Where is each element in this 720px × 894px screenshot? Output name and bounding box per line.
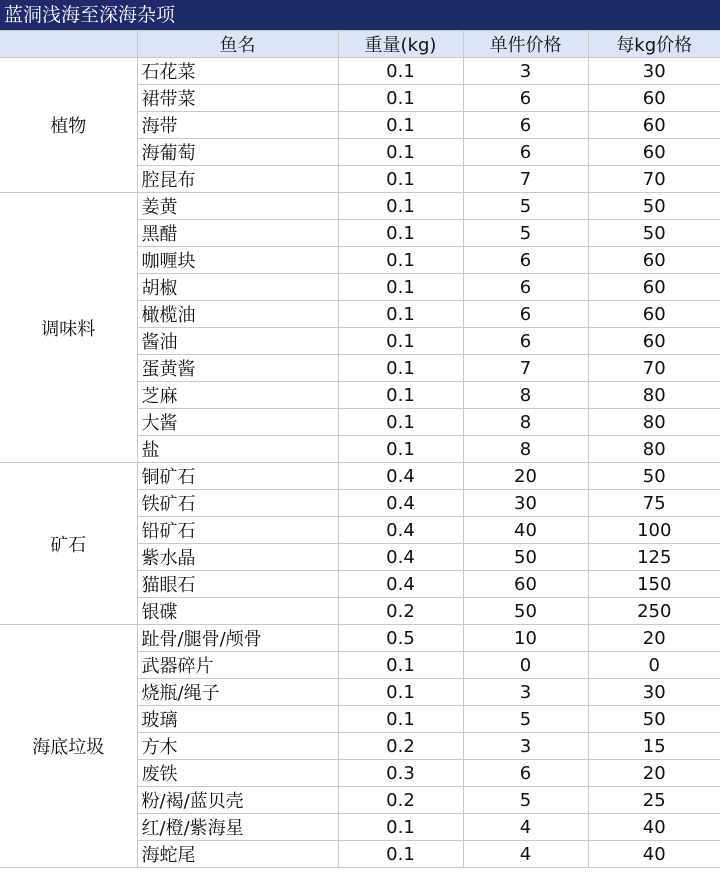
price-per-kg-cell: 50: [588, 463, 720, 490]
unit-price-cell: 6: [463, 760, 588, 787]
unit-price-cell: 5: [463, 220, 588, 247]
unit-price-cell: 6: [463, 301, 588, 328]
unit-price-cell: 5: [463, 706, 588, 733]
unit-price-cell: 6: [463, 139, 588, 166]
price-per-kg-cell: 50: [588, 220, 720, 247]
table-row: [0, 193, 720, 220]
unit-price-cell: 0: [463, 652, 588, 679]
table-row: [0, 463, 720, 490]
unit-price-cell: 7: [463, 355, 588, 382]
weight-cell: 0.1: [338, 58, 463, 85]
weight-cell: 0.1: [338, 85, 463, 112]
price-per-kg-cell: 20: [588, 625, 720, 652]
item-name-cell: 方木: [137, 733, 338, 760]
price-per-kg-cell: 60: [588, 274, 720, 301]
item-name-cell: 玻璃: [137, 706, 338, 733]
price-per-kg-cell: 0: [588, 652, 720, 679]
weight-cell: 0.1: [338, 328, 463, 355]
category-cell: 矿石: [0, 463, 137, 625]
table-row: [0, 625, 720, 652]
table-body: [0, 58, 720, 868]
price-per-kg-cell: 60: [588, 112, 720, 139]
price-per-kg-cell: 40: [588, 841, 720, 868]
item-name-cell: 胡椒: [137, 274, 338, 301]
item-name-cell: 猫眼石: [137, 571, 338, 598]
price-per-kg-cell: 60: [588, 139, 720, 166]
item-name-cell: 橄榄油: [137, 301, 338, 328]
price-per-kg-cell: 60: [588, 85, 720, 112]
weight-cell: 0.4: [338, 490, 463, 517]
item-name-cell: 武器碎片: [137, 652, 338, 679]
weight-cell: 0.1: [338, 220, 463, 247]
header-row: [0, 31, 720, 58]
unit-price-cell: 40: [463, 517, 588, 544]
item-name-cell: 海葡萄: [137, 139, 338, 166]
price-per-kg-cell: 75: [588, 490, 720, 517]
unit-price-cell: 10: [463, 625, 588, 652]
weight-cell: 0.1: [338, 193, 463, 220]
unit-price-cell: 8: [463, 382, 588, 409]
item-name-cell: 废铁: [137, 760, 338, 787]
weight-cell: 0.1: [338, 409, 463, 436]
item-name-cell: 姜黄: [137, 193, 338, 220]
price-per-kg-cell: 20: [588, 760, 720, 787]
item-name-cell: 红/橙/紫海星: [137, 814, 338, 841]
item-name-cell: 蛋黄酱: [137, 355, 338, 382]
unit-price-cell: 5: [463, 193, 588, 220]
price-per-kg-cell: 70: [588, 166, 720, 193]
item-name-cell: 黑醋: [137, 220, 338, 247]
unit-price-cell: 8: [463, 409, 588, 436]
header-weight: 重量(kg): [338, 31, 463, 58]
unit-price-cell: 50: [463, 598, 588, 625]
item-name-cell: 大酱: [137, 409, 338, 436]
price-per-kg-cell: 50: [588, 706, 720, 733]
weight-cell: 0.1: [338, 841, 463, 868]
weight-cell: 0.1: [338, 247, 463, 274]
item-name-cell: 铁矿石: [137, 490, 338, 517]
weight-cell: 0.4: [338, 571, 463, 598]
price-per-kg-cell: 80: [588, 436, 720, 463]
price-per-kg-cell: 60: [588, 328, 720, 355]
price-per-kg-cell: 60: [588, 301, 720, 328]
item-name-cell: 酱油: [137, 328, 338, 355]
unit-price-cell: 3: [463, 679, 588, 706]
item-name-cell: 裙带菜: [137, 85, 338, 112]
weight-cell: 0.4: [338, 463, 463, 490]
weight-cell: 0.1: [338, 382, 463, 409]
item-name-cell: 烧瓶/绳子: [137, 679, 338, 706]
price-per-kg-cell: 150: [588, 571, 720, 598]
price-per-kg-cell: 125: [588, 544, 720, 571]
unit-price-cell: 6: [463, 247, 588, 274]
unit-price-cell: 6: [463, 112, 588, 139]
category-cell: 植物: [0, 58, 137, 193]
unit-price-cell: 4: [463, 814, 588, 841]
weight-cell: 0.1: [338, 166, 463, 193]
price-per-kg-cell: 25: [588, 787, 720, 814]
price-per-kg-cell: 30: [588, 679, 720, 706]
weight-cell: 0.1: [338, 274, 463, 301]
price-per-kg-cell: 40: [588, 814, 720, 841]
price-per-kg-cell: 250: [588, 598, 720, 625]
unit-price-cell: 60: [463, 571, 588, 598]
item-name-cell: 石花菜: [137, 58, 338, 85]
unit-price-cell: 50: [463, 544, 588, 571]
price-per-kg-cell: 15: [588, 733, 720, 760]
weight-cell: 0.1: [338, 112, 463, 139]
item-name-cell: 咖喱块: [137, 247, 338, 274]
item-name-cell: 盐: [137, 436, 338, 463]
price-per-kg-cell: 100: [588, 517, 720, 544]
unit-price-cell: 20: [463, 463, 588, 490]
weight-cell: 0.4: [338, 517, 463, 544]
weight-cell: 0.1: [338, 301, 463, 328]
weight-cell: 0.5: [338, 625, 463, 652]
weight-cell: 0.4: [338, 544, 463, 571]
price-per-kg-cell: 70: [588, 355, 720, 382]
unit-price-cell: 30: [463, 490, 588, 517]
item-name-cell: 芝麻: [137, 382, 338, 409]
header-price-per-kg: 每kg价格: [588, 31, 720, 58]
weight-cell: 0.1: [338, 139, 463, 166]
header-unit-price: 单件价格: [463, 31, 588, 58]
item-name-cell: 趾骨/腿骨/颅骨: [137, 625, 338, 652]
sheet-title: 蓝洞浅海至深海杂项: [0, 0, 720, 30]
header-fish-name: 鱼名: [137, 31, 338, 58]
item-name-cell: 银碟: [137, 598, 338, 625]
price-per-kg-cell: 30: [588, 58, 720, 85]
weight-cell: 0.2: [338, 787, 463, 814]
weight-cell: 0.1: [338, 814, 463, 841]
weight-cell: 0.1: [338, 436, 463, 463]
item-name-cell: 紫水晶: [137, 544, 338, 571]
item-name-cell: 铜矿石: [137, 463, 338, 490]
weight-cell: 0.3: [338, 760, 463, 787]
weight-cell: 0.2: [338, 733, 463, 760]
weight-cell: 0.1: [338, 652, 463, 679]
weight-cell: 0.1: [338, 706, 463, 733]
item-name-cell: 海带: [137, 112, 338, 139]
category-cell: 海底垃圾: [0, 625, 137, 868]
unit-price-cell: 3: [463, 58, 588, 85]
item-name-cell: 铅矿石: [137, 517, 338, 544]
unit-price-cell: 7: [463, 166, 588, 193]
unit-price-cell: 6: [463, 274, 588, 301]
unit-price-cell: 6: [463, 328, 588, 355]
unit-price-cell: 5: [463, 787, 588, 814]
unit-price-cell: 4: [463, 841, 588, 868]
item-name-cell: 粉/褐/蓝贝壳: [137, 787, 338, 814]
price-per-kg-cell: 80: [588, 382, 720, 409]
unit-price-cell: 6: [463, 85, 588, 112]
weight-cell: 0.1: [338, 679, 463, 706]
table-row: [0, 58, 720, 85]
weight-cell: 0.1: [338, 355, 463, 382]
item-name-cell: 腔昆布: [137, 166, 338, 193]
category-cell: 调味料: [0, 193, 137, 463]
price-table: [0, 30, 720, 868]
price-per-kg-cell: 50: [588, 193, 720, 220]
price-per-kg-cell: 60: [588, 247, 720, 274]
item-name-cell: 海蛇尾: [137, 841, 338, 868]
unit-price-cell: 3: [463, 733, 588, 760]
unit-price-cell: 8: [463, 436, 588, 463]
header-category: [0, 31, 137, 58]
weight-cell: 0.2: [338, 598, 463, 625]
price-per-kg-cell: 80: [588, 409, 720, 436]
